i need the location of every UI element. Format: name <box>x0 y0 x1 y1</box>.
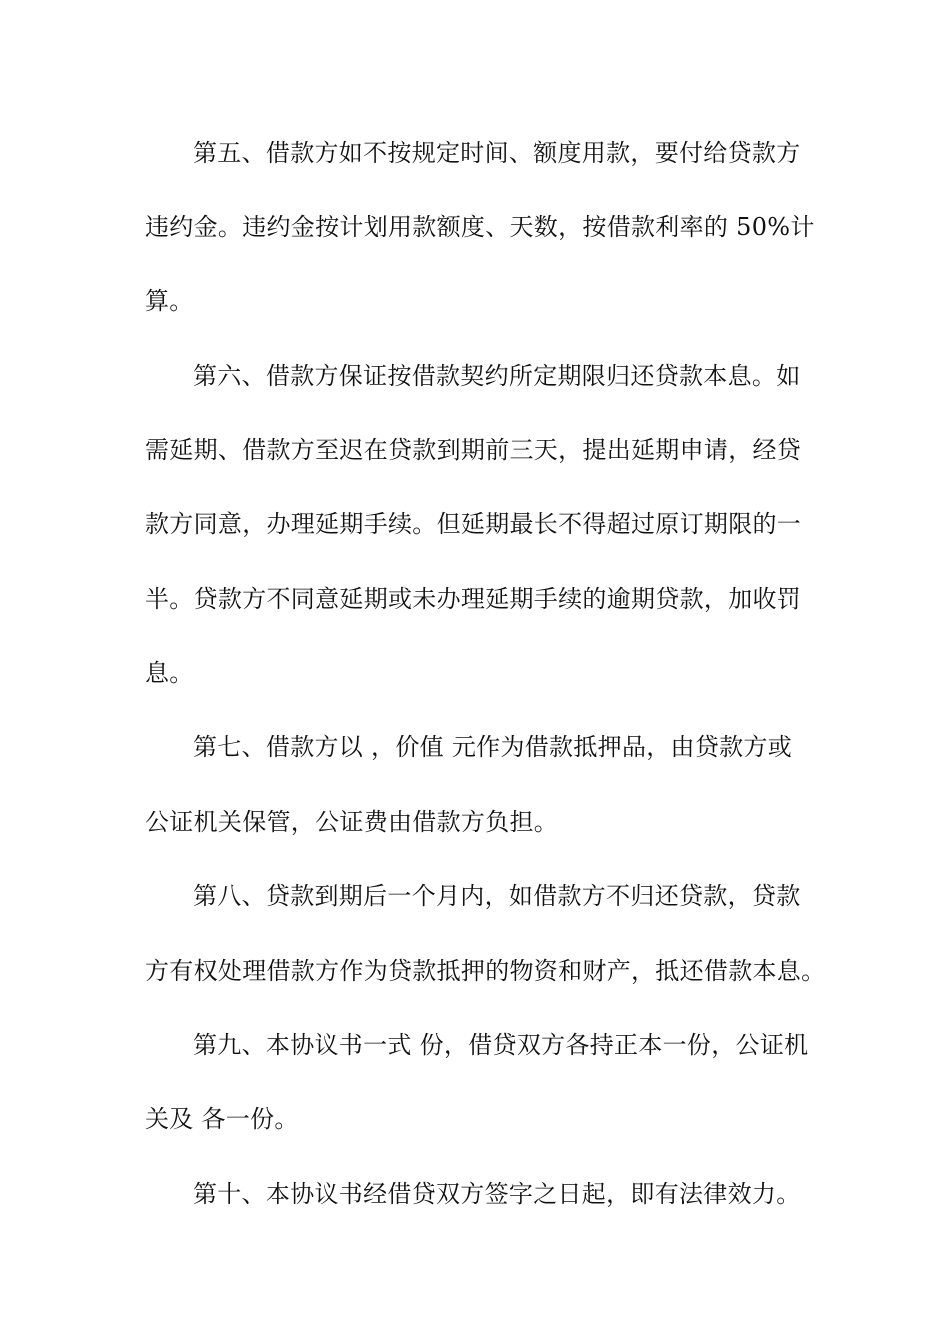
clause-8-line-1: 第八、贷款到期后一个月内，如借款方不归还贷款，贷款 <box>193 882 801 910</box>
clause-6-line-5: 息。 <box>145 659 194 687</box>
clause-9-line-2: 关及 各一份。 <box>145 1105 299 1133</box>
clause-6-line-1: 第六、借款方保证按借款契约所定期限归还贷款本息。如 <box>193 362 801 390</box>
clause-5-line-3: 算。 <box>145 287 194 315</box>
clause-7-line-2: 公证机关保管，公证费由借款方负担。 <box>145 808 559 836</box>
clause-6-line-4: 半。贷款方不同意延期或未办理延期手续的逾期贷款，加收罚 <box>145 585 802 613</box>
clause-6-line-2: 需延期、借款方至迟在贷款到期前三天，提出延期申请，经贷 <box>145 436 802 464</box>
clause-10-line-1: 第十、本协议书经借贷双方签字之日起，即有法律效力。 <box>193 1180 801 1208</box>
clause-9-line-1: 第九、本协议书一式 份，借贷双方各持正本一份，公证机 <box>193 1031 809 1059</box>
clause-6-line-3: 款方同意，办理延期手续。但延期最长不得超过原订期限的一 <box>145 510 802 538</box>
clause-8-line-2: 方有权处理借款方作为贷款抵押的物资和财产，抵还借款本息。 <box>145 957 826 985</box>
clause-7-line-1: 第七、借款方以 ，价值 元作为借款抵押品，由贷款方或 <box>193 733 793 761</box>
clause-5-line-2: 违约金。违约金按计划用款额度、天数，按借款利率的 50%计 <box>145 213 815 241</box>
clause-5-line-1: 第五、借款方如不按规定时间、额度用款，要付给贷款方 <box>193 139 801 167</box>
